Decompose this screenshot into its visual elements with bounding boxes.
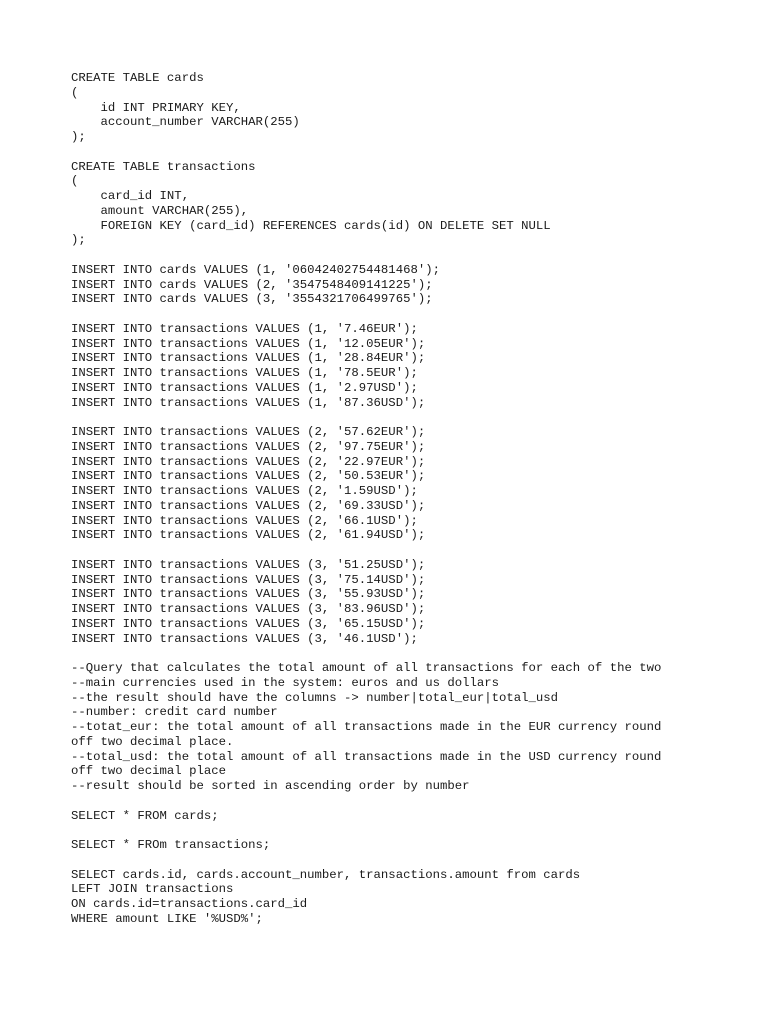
code-line: ); xyxy=(71,130,86,144)
code-line: INSERT INTO transactions VALUES (1, '2.97USD'); xyxy=(71,380,418,395)
code-line: INSERT INTO transactions VALUES (2, '66.1USD'); xyxy=(71,513,418,528)
code-line: amount VARCHAR(255), xyxy=(71,203,249,218)
blank-line xyxy=(71,853,751,868)
code-line: FOREIGN KEY (card_id) REFERENCES cards(id) ON DELETE SET NULL xyxy=(71,218,551,233)
code-line: INSERT INTO transactions VALUES (3, '83.96USD'); xyxy=(71,602,426,616)
code-line: --totat_eur: the total amount of all transactions made in the EUR currency round xyxy=(71,720,662,734)
code-line: INSERT INTO transactions VALUES (3, '55.93USD'); xyxy=(71,587,426,602)
code-line: SELECT * FROm transactions; xyxy=(71,838,271,852)
code-line: off two decimal place xyxy=(71,764,226,779)
code-line: ); xyxy=(71,233,86,248)
code-line: --Query that calculates the total amount of all transactions for each of the two xyxy=(71,661,662,675)
code-line: INSERT INTO transactions VALUES (1, '78.5EUR'); xyxy=(71,366,418,380)
code-line: ( xyxy=(71,85,79,100)
code-line: CREATE TABLE cards xyxy=(71,71,204,85)
code-line: INSERT INTO cards VALUES (3, '3554321706499765'); xyxy=(71,292,433,307)
code-line: --main currencies used in the system: euros and us dollars xyxy=(71,675,500,690)
code-line: SELECT * FROM cards; xyxy=(71,808,219,823)
code-line: LEFT JOIN transactions xyxy=(71,882,234,897)
blank-line xyxy=(71,145,751,160)
code-line: INSERT INTO transactions VALUES (3, '65.15USD'); xyxy=(71,616,426,631)
code-line: INSERT INTO transactions VALUES (2, '1.59USD'); xyxy=(71,484,418,498)
code-line: ( xyxy=(71,174,79,189)
code-line: INSERT INTO transactions VALUES (3, '51.25USD'); xyxy=(71,557,426,572)
blank-line xyxy=(71,794,751,809)
blank-line xyxy=(71,248,751,263)
code-line: INSERT INTO transactions VALUES (3, '75.14USD'); xyxy=(71,572,426,587)
blank-line xyxy=(71,307,751,322)
code-line: --result should be sorted in ascending order by number xyxy=(71,779,470,793)
code-line: INSERT INTO transactions VALUES (2, '61.94USD'); xyxy=(71,528,426,543)
code-line: INSERT INTO transactions VALUES (1, '12.05EUR'); xyxy=(71,336,426,351)
code-line: --total_usd: the total amount of all transactions made in the USD currency round xyxy=(71,749,662,764)
blank-line xyxy=(71,543,751,558)
code-line: WHERE amount LIKE '%USD%'; xyxy=(71,911,263,926)
code-line: account_number VARCHAR(255) xyxy=(71,115,300,130)
code-line: off two decimal place. xyxy=(71,734,234,749)
blank-line xyxy=(71,646,751,661)
document-page xyxy=(71,71,751,927)
code-line: CREATE TABLE transactions xyxy=(71,159,256,174)
code-line: INSERT INTO transactions VALUES (1, '87.36USD'); xyxy=(71,395,426,410)
code-line: INSERT INTO transactions VALUES (2, '69.33USD'); xyxy=(71,498,426,513)
blank-line xyxy=(71,823,751,838)
code-line: INSERT INTO cards VALUES (1, '06042402754481468'); xyxy=(71,262,440,277)
code-line: INSERT INTO transactions VALUES (1, '7.46EUR'); xyxy=(71,321,418,336)
code-line: INSERT INTO transactions VALUES (3, '46.1USD'); xyxy=(71,631,418,646)
blank-line xyxy=(71,410,751,425)
code-line: INSERT INTO transactions VALUES (2, '57.62EUR'); xyxy=(71,425,426,439)
code-line: SELECT cards.id, cards.account_number, transactions.amount from cards xyxy=(71,867,581,882)
code-line: --number: credit card number xyxy=(71,705,278,720)
code-line: INSERT INTO transactions VALUES (1, '28.84EUR'); xyxy=(71,351,426,366)
code-line: card_id INT, xyxy=(71,189,190,203)
sql-code-block xyxy=(71,71,751,927)
code-line: INSERT INTO transactions VALUES (2, '97.75EUR'); xyxy=(71,439,426,454)
code-line: INSERT INTO cards VALUES (2, '3547548409141225'); xyxy=(71,277,433,292)
code-line: ON cards.id=transactions.card_id xyxy=(71,897,308,911)
code-line: INSERT INTO transactions VALUES (2, '22.97EUR'); xyxy=(71,454,426,469)
code-line: INSERT INTO transactions VALUES (2, '50.53EUR'); xyxy=(71,469,426,484)
code-line: --the result should have the columns -> number|total_eur|total_usd xyxy=(71,690,559,705)
code-line: id INT PRIMARY KEY, xyxy=(71,100,241,115)
